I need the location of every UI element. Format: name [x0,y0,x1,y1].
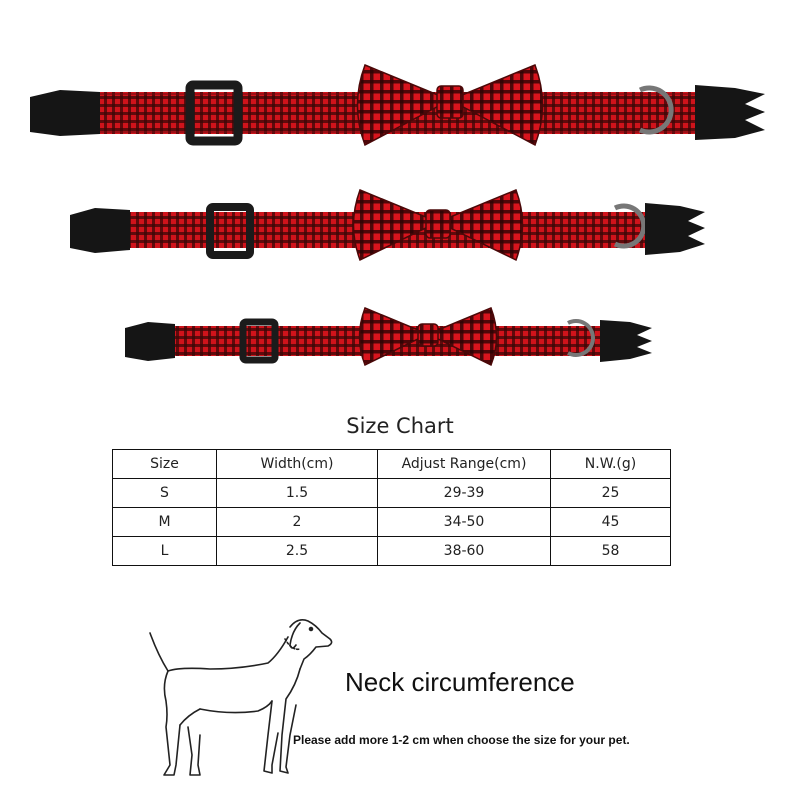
table-row [113,508,671,537]
buckle-male-icon [695,85,765,140]
buckle-female-icon [125,322,175,361]
buckle-female-icon [30,90,100,136]
dog-outline-icon [140,615,340,790]
size-chart-table [112,449,671,566]
table-cell: S [113,479,217,508]
table-header-row [113,450,671,479]
neck-circumference-heading: Neck circumference [345,667,575,697]
table-row [113,479,671,508]
table-cell: M [113,508,217,537]
bow-knot-icon [418,324,438,346]
table-cell: L [113,537,217,566]
bow-knot-icon [426,210,450,238]
buckle-female-icon [70,208,130,253]
table-cell: 2.5 [217,537,378,566]
bow-knot-icon [437,86,463,118]
header-cell: Adjust Range(cm) [378,450,551,479]
buckle-male-icon [600,320,652,362]
table-cell: 2 [217,508,378,537]
collar-medium [70,190,705,260]
header-cell: Size [113,450,217,479]
table-cell: 1.5 [217,479,378,508]
table-cell: 29-39 [378,479,551,508]
table-cell: 58 [551,537,671,566]
collar-small [125,308,652,365]
collar-large [30,65,765,145]
table-cell: 25 [551,479,671,508]
table-cell: 45 [551,508,671,537]
buckle-male-icon [645,203,705,255]
size-chart-title: Size Chart [346,414,454,438]
header-cell: Width(cm) [217,450,378,479]
sizing-note: Please add more 1-2 cm when choose the size for your pet. [293,733,630,747]
table-cell: 38-60 [378,537,551,566]
table-cell: 34-50 [378,508,551,537]
table-row [113,537,671,566]
header-cell: N.W.(g) [551,450,671,479]
